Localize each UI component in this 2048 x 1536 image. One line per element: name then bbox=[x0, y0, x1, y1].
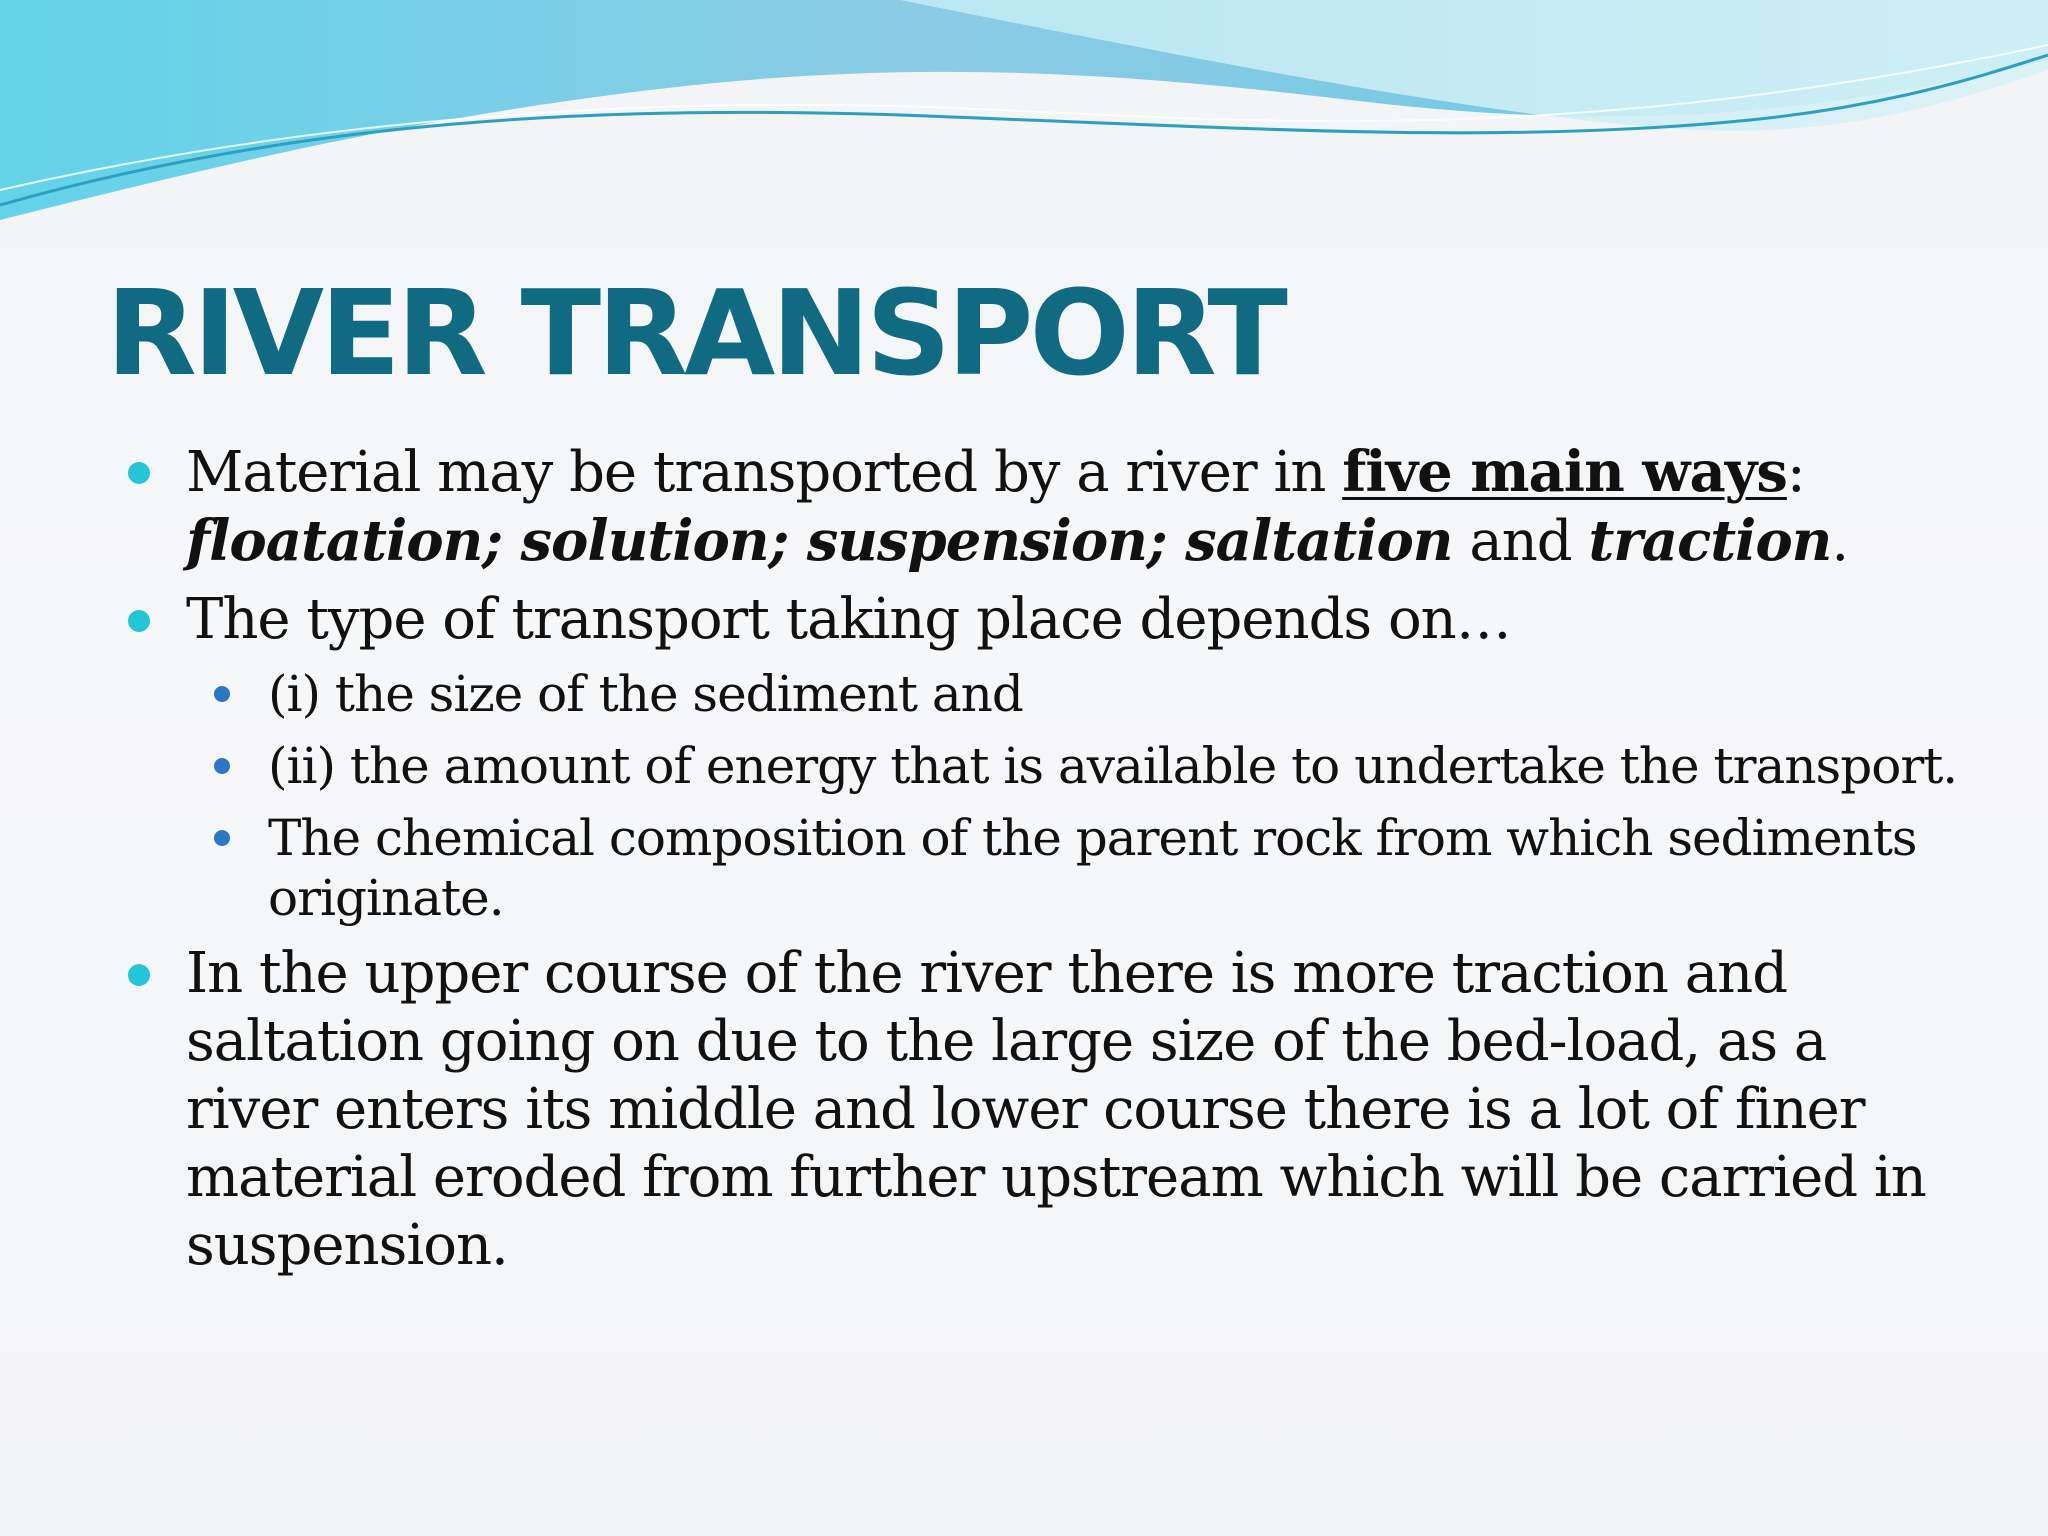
bullet-dot-icon bbox=[128, 462, 150, 484]
sub-bullet-text: The chemical composition of the parent rock from which sediments originate. bbox=[268, 809, 1917, 927]
sub-bullet-dot-icon bbox=[214, 686, 230, 702]
bullet-text: The type of transport taking place depends on… bbox=[186, 587, 1511, 652]
text-run: . bbox=[1831, 509, 1849, 574]
text-run: and bbox=[1452, 509, 1589, 574]
bullet-upper-course bbox=[124, 940, 1964, 1280]
emphasis-five-main-ways: five main ways bbox=[1342, 439, 1787, 505]
sub-bullet-chemical-composition bbox=[124, 808, 1964, 928]
sub-bullet-text: (i) the size of the sediment and bbox=[268, 665, 1023, 723]
bullet-depends-on bbox=[124, 586, 1964, 654]
bullet-dot-icon bbox=[128, 610, 150, 632]
slide-body bbox=[124, 438, 1964, 1290]
bullet-text: In the upper course of the river there is more traction and saltation going on due to the large size of the bed-load, as a river enters its middle and lower course there is a lot of finer material eroded from further upstream which will be carried in suspension. bbox=[186, 941, 1926, 1278]
bullet-dot-icon bbox=[128, 964, 150, 986]
transport-methods-list: floatation; solution; suspension; saltation bbox=[186, 508, 1453, 574]
text-run: Material may be transported by a river in bbox=[186, 440, 1343, 505]
bullet-transport-ways bbox=[124, 438, 1964, 576]
sub-bullet-dot-icon bbox=[214, 758, 230, 774]
sub-bullet-sediment-size bbox=[124, 664, 1964, 724]
sub-bullet-energy bbox=[124, 736, 1964, 796]
bullet-text bbox=[186, 438, 1964, 576]
decorative-wave-header bbox=[0, 0, 2048, 240]
slide-title: RIVER TRANSPORT bbox=[106, 264, 1284, 402]
text-run: : bbox=[1786, 440, 1805, 505]
transport-method-traction: traction bbox=[1588, 508, 1832, 574]
sub-bullet-dot-icon bbox=[214, 830, 230, 846]
sub-bullet-text: (ii) the amount of energy that is available to undertake the transport. bbox=[268, 737, 1958, 795]
